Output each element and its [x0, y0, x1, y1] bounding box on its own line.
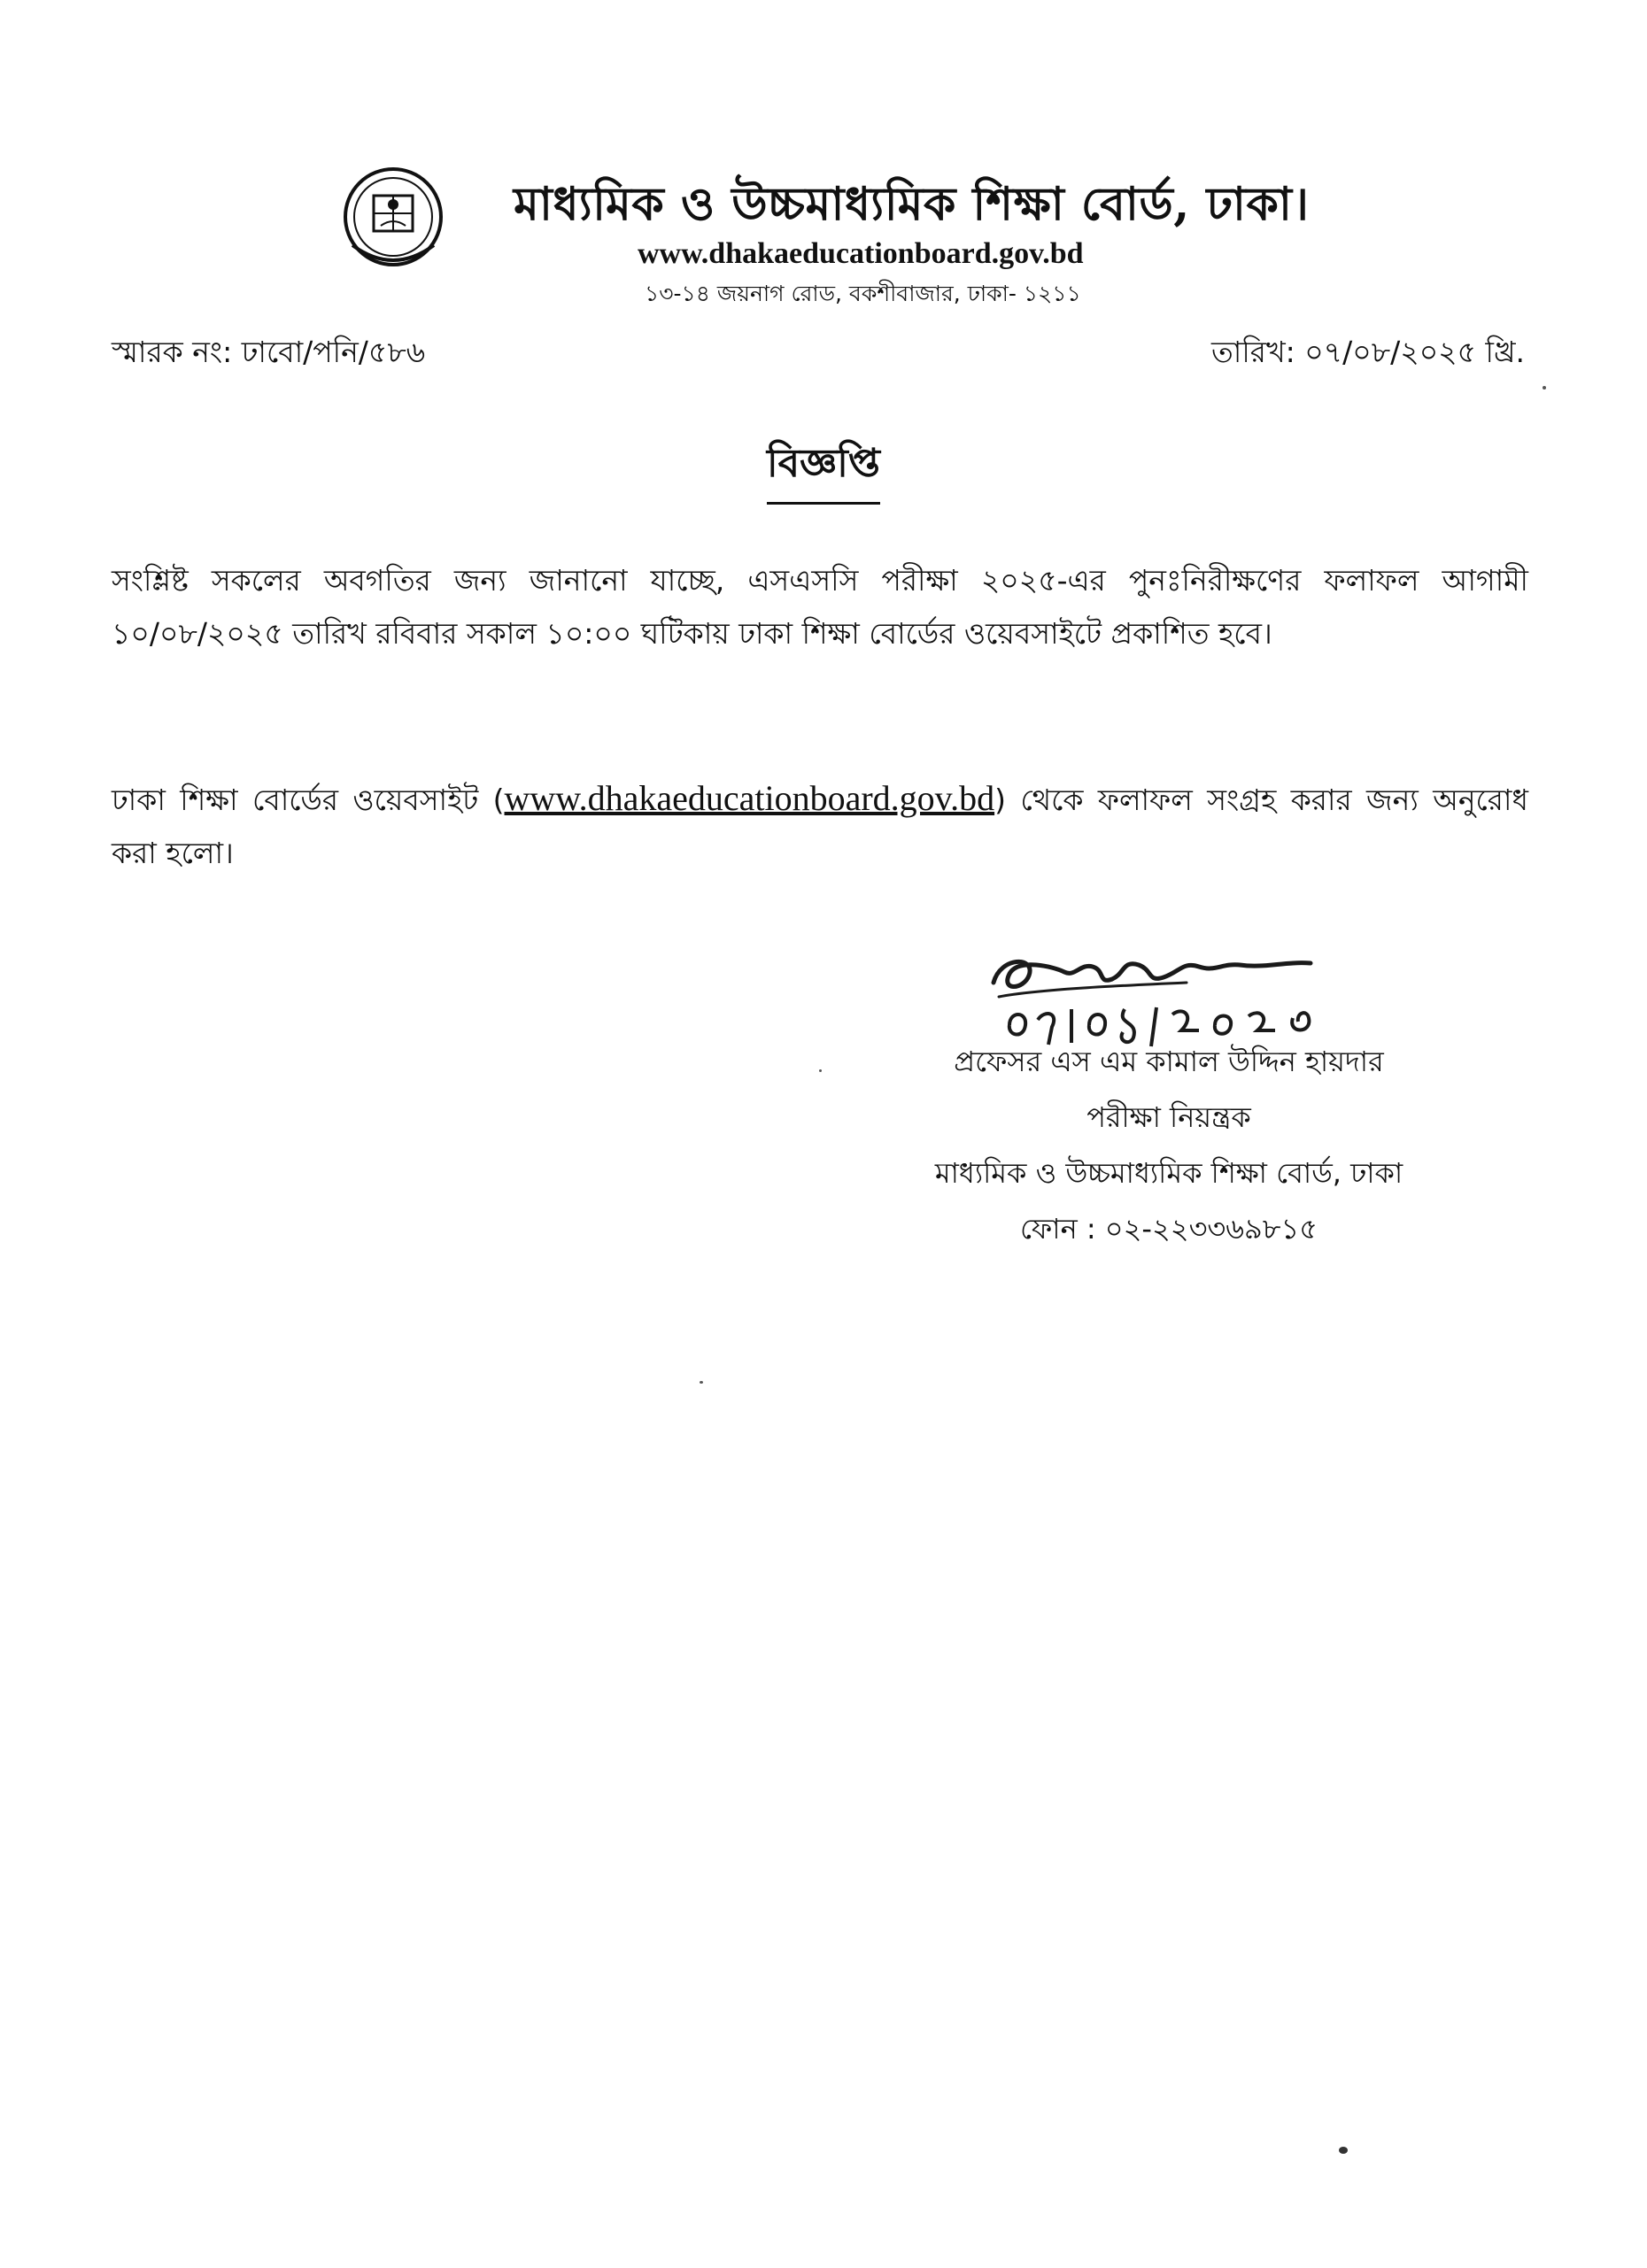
notice-heading: বিজ্ঞপ্তি — [767, 434, 880, 505]
notice-paragraph-1: সংশ্লিষ্ট সকলের অবগতির জন্য জানানো যাচ্ছে, এসএসসি পরীক্ষা ২০২৫-এর পুনঃনিরীক্ষণের ফলাফল আগামী ১০/০৮/২০২৫ তারিখ রবিবার সকাল ১০:০০ ঘটিকায় ঢাকা শিক্ষা বোর্ডের ওয়েবসাইটে প্রকাশিত হবে। — [112, 563, 1528, 651]
memo-date: তারিখ: ০৭/০৮/২০২৫ খ্রি. — [1211, 335, 1525, 369]
board-title: মাধ্যমিক ও উচ্চমাধ্যমিক শিক্ষা বোর্ড, ঢাকা। — [514, 177, 1310, 231]
signatory-name: প্রফেসর এস এম কামাল উদ্দিন হায়দার — [954, 1045, 1384, 1078]
notice-paragraph-2 — [112, 772, 1528, 880]
scan-speck — [819, 1069, 822, 1072]
signatory-designation: পরীক্ষা নিয়ন্ত্রক — [1086, 1100, 1251, 1134]
paragraph-2-after: ) থেকে ফলাফল সংগ্রহ করার জন্য অনুরোধ করা হলো। — [112, 783, 1528, 870]
signatory-block — [797, 1034, 1541, 1257]
memo-number: স্মারক নং: ঢাবো/পনি/৫৮৬ — [112, 335, 426, 369]
scan-speck — [700, 1381, 703, 1384]
website-link[interactable]: www.dhakaeducationboard.gov.bd — [504, 778, 995, 818]
signatory-organization: মাধ্যমিক ও উচ্চমাধ্যমিক শিক্ষা বোর্ড, ঢাকা — [934, 1156, 1403, 1190]
notice-heading-wrap — [0, 434, 1647, 505]
board-website[interactable]: www.dhakaeducationboard.gov.bd — [638, 237, 1084, 270]
board-seal-icon — [336, 164, 450, 277]
board-address: ১৩-১৪ জয়নাগ রোড, বকশীবাজার, ঢাকা- ১২১১ — [645, 281, 1081, 306]
scan-speck — [1543, 386, 1546, 390]
scan-speck — [1339, 2147, 1348, 2154]
paragraph-2-before: ঢাকা শিক্ষা বোর্ডের ওয়েবসাইট ( — [112, 783, 505, 817]
signatory-phone: ফোন : ০২-২২৩৩৬৯৮১৫ — [1019, 1212, 1318, 1246]
